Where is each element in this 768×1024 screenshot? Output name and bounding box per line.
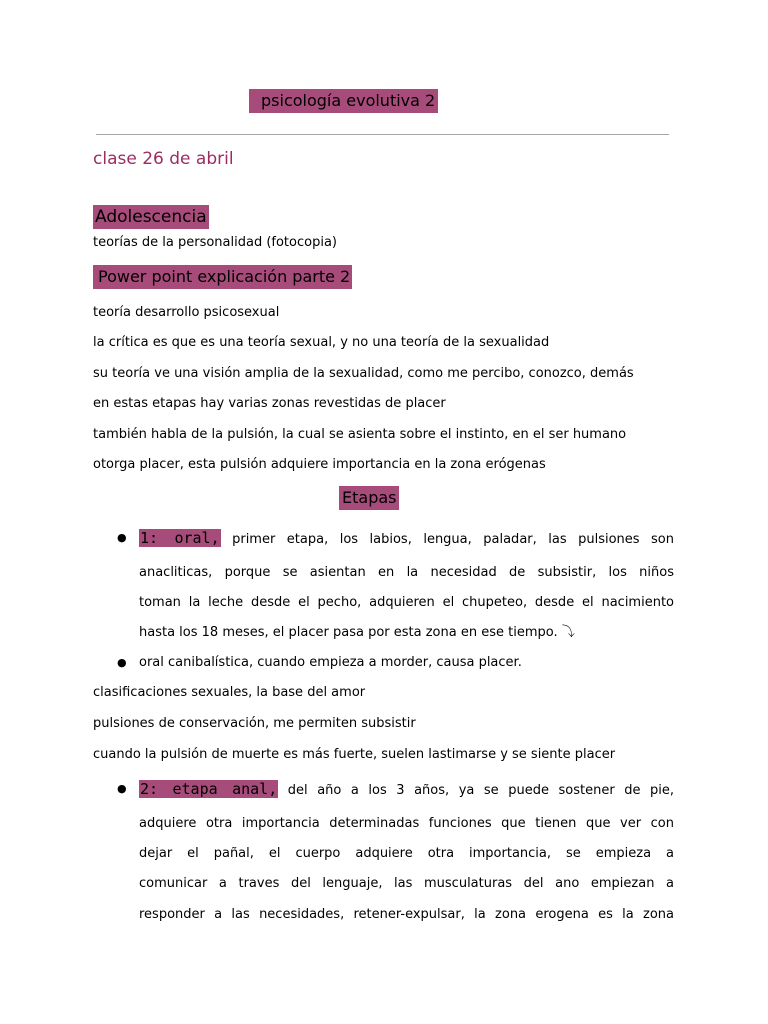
bullet-line-anal	[139, 779, 674, 801]
text-fragment: primer etapa, los labios, lengua, paladar, las pulsiones son	[220, 532, 674, 547]
bullet-line-oral-canibalistica: oral canibalística, cuando empieza a morder, causa placer.	[139, 655, 522, 670]
text-line: otorga placer, esta pulsión adquiere importancia en la zona erógenas	[93, 457, 546, 472]
text-line: su teoría ve una visión amplia de la sexualidad, como me percibo, conozco, demás	[93, 366, 634, 381]
text-line: adquiere otra importancia determinadas funciones que tienen que ver con	[139, 816, 674, 831]
text-fragment: del año a los 3 años, ya se puede sostener de pie,	[278, 783, 674, 798]
text-line: dejar el pañal, el cuerpo adquiere otra importancia, se empieza a	[139, 846, 674, 861]
text-line: clasificaciones sexuales, la base del amor	[93, 685, 366, 700]
text-line: comunicar a traves del lenguaje, las musculaturas del ano empiezan a	[139, 876, 674, 891]
bullet-icon: ●	[117, 782, 127, 795]
text-line: toman la leche desde el pecho, adquieren el chupeteo, desde el nacimiento	[139, 595, 674, 610]
text-line: hasta los 18 meses, el placer pasa por esta zona en ese tiempo. ⤵	[139, 625, 575, 640]
text-line: teorías de la personalidad (fotocopia)	[93, 235, 337, 250]
document-title: psicología evolutiva 2	[249, 89, 438, 113]
title-block	[249, 89, 438, 113]
heading-etapas: Etapas	[339, 486, 399, 510]
text-line: pulsiones de conservación, me permiten subsistir	[93, 716, 416, 731]
bullet-icon: ●	[117, 531, 127, 544]
text-line: responder a las necesidades, retener-expulsar, la zona erogena es la zona	[139, 907, 674, 922]
stage-tag-anal: 2: etapa anal,	[140, 780, 278, 798]
bullet-line-oral	[139, 528, 674, 550]
text-line: teoría desarrollo psicosexual	[93, 305, 280, 320]
text-line: anacliticas, porque se asientan en la necesidad de subsistir, los niños	[139, 565, 674, 580]
text-line: la crítica es que es una teoría sexual, y no una teoría de la sexualidad	[93, 335, 550, 350]
heading-adolescencia: Adolescencia	[95, 207, 207, 227]
text-line: también habla de la pulsión, la cual se asienta sobre el instinto, en el ser humano	[93, 427, 627, 442]
class-date: clase 26 de abril	[93, 149, 234, 169]
heading-power-point: Power point explicación parte 2	[93, 265, 352, 289]
text-line: cuando la pulsión de muerte es más fuerte, suelen lastimarse y se siente placer	[93, 747, 616, 762]
title-divider	[96, 134, 669, 135]
bullet-icon: ●	[117, 656, 127, 669]
text-line: en estas etapas hay varias zonas revestidas de placer	[93, 396, 446, 411]
stage-tag-oral: 1: oral,	[140, 529, 220, 547]
